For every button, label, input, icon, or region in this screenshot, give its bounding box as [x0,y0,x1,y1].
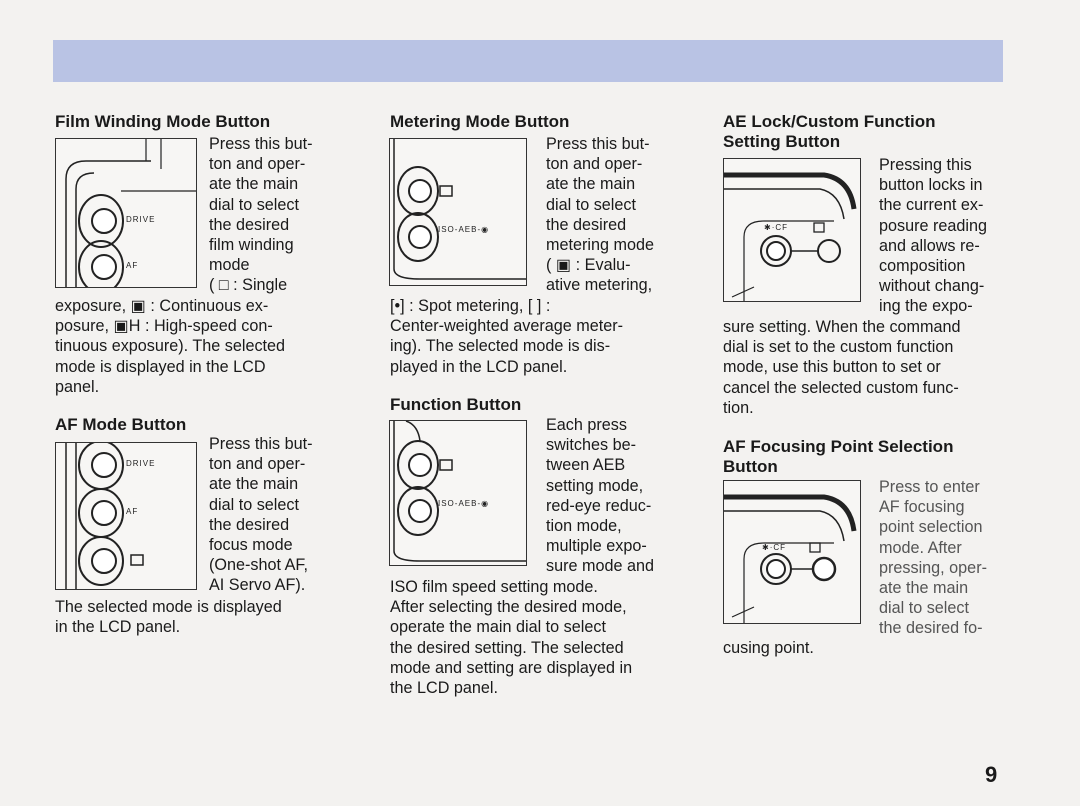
text-line: After selecting the desired mode, [390,598,627,617]
text-line: tion. [723,398,754,417]
column-1 [55,112,345,132]
text-line: the LCD panel. [390,679,498,698]
text-line: Press this but- [209,435,313,453]
text-line: the desired setting. The selected [390,638,624,657]
text-line: ton and oper- [209,155,306,174]
text-line: ISO film speed setting mode. [390,578,598,596]
af-label: AF [126,507,139,516]
af-point-drawing [724,481,860,623]
text-line: dial to select [546,195,636,214]
text-line: film winding [209,236,294,255]
text-line: switches be- [546,436,636,455]
column-2 [390,112,680,132]
drive-label: DRIVE [126,459,156,468]
text-line: ton and oper- [209,455,306,474]
text-line: AI Servo AF). [209,576,306,595]
text-line: AF focusing [879,498,965,517]
metering-side-text [546,134,686,296]
af-mode-illustration [55,442,197,590]
text-line: and allows re- [879,236,980,255]
text-line: played in the LCD panel. [390,357,568,376]
function-drawing [390,421,526,565]
ae-lock-illustration [723,158,861,302]
film-winding-side-text [209,134,349,296]
text-line: (One-shot AF, [209,556,308,575]
text-line: multiple expo- [546,537,647,556]
header-band [53,40,1003,82]
iso-aeb-label: ISO-AEB-◉ [438,499,490,508]
text-line: the desired [209,515,290,534]
text-line: Center-weighted average meter- [390,317,624,336]
text-line: tion mode, [546,517,622,536]
text-line: sure setting. When the command [723,318,961,336]
text-line: dial to select [209,195,299,214]
custom-function-label: ✱·CF [764,223,789,232]
text-line: tween AEB [546,456,626,475]
text-line: red-eye reduc- [546,496,652,515]
text-line: without chang- [879,277,985,296]
af-mode-heading: AF Mode Button [55,415,187,434]
text-line: focus mode [209,536,293,555]
text-line: dial to select [209,495,299,514]
page-number: 9 [985,762,998,787]
text-line: the desired [546,215,627,234]
af-point-illustration [723,480,861,624]
text-line: Each press [546,416,627,434]
text-line: mode. After [879,538,962,557]
metering-illustration [389,138,527,286]
ae-lock-heading-2: Setting Button [723,132,841,151]
text-line: in the LCD panel. [55,618,181,637]
text-line: tinuous exposure). The selected [55,337,286,356]
af-mode-body [55,597,345,637]
af-label: AF [126,261,139,270]
text-line: ate the main [209,475,299,494]
text-line: ing). The selected mode is dis- [390,337,611,356]
function-illustration [389,420,527,566]
text-line: dial is set to the custom function [723,338,954,357]
metering-body [390,296,680,377]
af-point-side-text [879,477,1019,639]
text-line: cusing point. [723,639,814,657]
text-line: [•] : Spot metering, [ ] : [390,297,551,315]
text-line: panel. [55,377,100,396]
text-line: mode is displayed in the LCD [55,357,266,376]
text-line: Press this but- [209,135,313,153]
text-line: setting mode, [546,476,644,495]
text-line: ate the main [209,175,299,194]
column-3 [723,112,1023,152]
af-point-heading-wrap [723,437,1023,477]
text-line: ative metering, [546,276,653,295]
film-winding-heading: Film Winding Mode Button [55,112,271,131]
text-line: ate the main [879,579,969,598]
af-point-heading: AF Focusing Point Selection [723,437,954,456]
text-line: metering mode [546,236,654,255]
af-point-heading-2: Button [723,457,778,476]
af-mode-side-text [209,434,349,596]
ae-lock-side-text [879,155,1019,317]
text-line: ( □ : Single [209,276,288,295]
drive-label: DRIVE [126,215,156,224]
function-body [390,577,690,698]
text-line: Press to enter [879,478,980,496]
text-line: posure reading [879,216,987,235]
metering-heading: Metering Mode Button [390,112,570,131]
text-line: composition [879,257,966,276]
text-line: posure, ▣H : High-speed con- [55,317,273,336]
text-line: the current ex- [879,196,984,215]
text-line: Press this but- [546,135,650,153]
iso-aeb-label: ISO-AEB-◉ [438,225,490,234]
text-line: Pressing this [879,156,972,174]
ae-lock-body [723,317,1023,418]
text-line: ton and oper- [546,155,643,174]
ae-lock-heading: AE Lock/Custom Function [723,112,936,131]
function-heading: Function Button [390,395,522,414]
text-line: dial to select [879,599,969,618]
text-line: mode, use this button to set or [723,358,941,377]
film-winding-body [55,296,345,397]
text-line: ( ▣ : Evalu- [546,256,631,275]
text-line: ate the main [546,175,636,194]
film-winding-illustration [55,138,197,288]
text-line: mode and setting are displayed in [390,658,633,677]
af-point-body [723,638,1023,658]
text-line: exposure, ▣ : Continuous ex- [55,297,269,315]
function-side-text [546,415,686,577]
text-line: pressing, oper- [879,558,987,577]
text-line: sure mode and [546,557,654,576]
text-line: operate the main dial to select [390,618,606,637]
text-line: the desired fo- [879,619,983,638]
text-line: cancel the selected custom func- [723,378,959,397]
text-line: ing the expo- [879,297,973,316]
function-heading-wrap [390,395,521,415]
text-line: button locks in [879,176,983,195]
custom-function-label: ✱·CF [762,543,787,552]
text-line: the desired [209,215,290,234]
text-line: point selection [879,518,983,537]
metering-drawing [390,139,526,285]
af-mode-heading-wrap [55,415,186,435]
text-line: mode [209,256,250,275]
text-line: The selected mode is displayed [55,598,282,616]
ae-lock-drawing [724,159,860,301]
